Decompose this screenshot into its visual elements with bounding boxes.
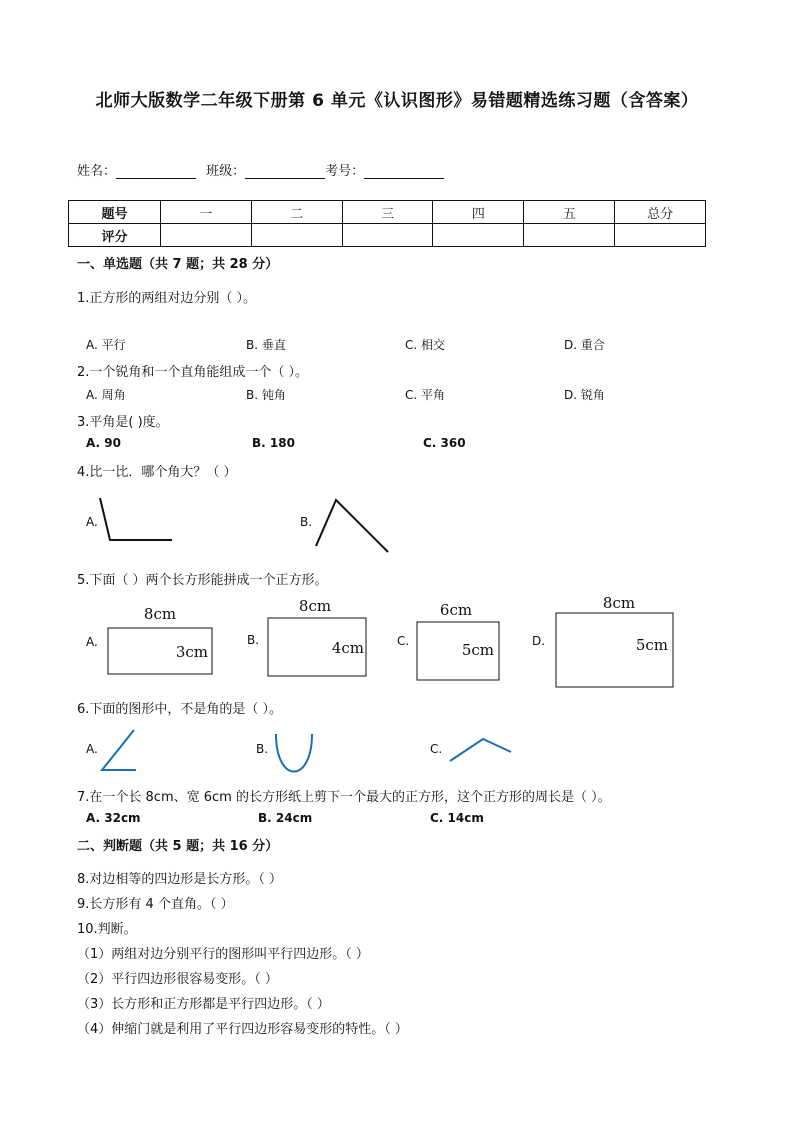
q5-rect-d-figure bbox=[553, 592, 679, 690]
q6-figure-b bbox=[272, 730, 316, 776]
q5-rect-b-figure bbox=[265, 594, 369, 678]
q3-stem: 3.平角是( )度。 bbox=[77, 415, 169, 430]
q9-stem: 9.长方形有 4 个直角。（ ） bbox=[77, 897, 234, 912]
q2-stem: 2.一个锐角和一个直角能组成一个（ ）。 bbox=[77, 365, 309, 380]
score-table-col: 五 bbox=[524, 201, 615, 224]
rect-b-top-label: 8cm bbox=[298, 597, 332, 615]
score-cell[interactable] bbox=[433, 224, 524, 247]
q4-option-a[interactable]: A. bbox=[86, 515, 98, 529]
q3-option-b[interactable]: B. 180 bbox=[252, 436, 295, 450]
q3-option-a[interactable]: A. 90 bbox=[86, 436, 121, 450]
q8-stem: 8.对边相等的四边形是长方形。（ ） bbox=[77, 872, 283, 887]
figure-b-curve bbox=[276, 734, 312, 772]
score-cell[interactable] bbox=[615, 224, 706, 247]
score-table-score-row bbox=[69, 224, 706, 247]
score-cell[interactable] bbox=[251, 224, 342, 247]
score-cell[interactable] bbox=[524, 224, 615, 247]
class-label: 班级： bbox=[206, 164, 246, 179]
score-table-col: 三 bbox=[342, 201, 433, 224]
q5-option-b[interactable]: B. bbox=[247, 633, 260, 647]
q1-stem: 1.正方形的两组对边分别（ ）。 bbox=[77, 291, 257, 306]
name-blank[interactable] bbox=[116, 164, 196, 179]
q6-stem: 6.下面的图形中，不是角的是（ ）。 bbox=[77, 702, 283, 717]
figure-a-angle bbox=[102, 730, 136, 770]
q6-figure-c bbox=[447, 734, 515, 764]
rect-a-side-label: 3cm bbox=[175, 643, 208, 661]
q2-option-a[interactable]: A. 周角 bbox=[86, 388, 126, 402]
q6-option-a[interactable]: A. bbox=[86, 742, 98, 756]
q1-option-b[interactable]: B. 垂直 bbox=[246, 338, 286, 352]
score-cell[interactable] bbox=[342, 224, 433, 247]
angle-a-lines bbox=[100, 498, 172, 540]
exam-blank[interactable] bbox=[364, 164, 444, 179]
student-info bbox=[77, 160, 444, 179]
name-label: 姓名： bbox=[77, 164, 117, 179]
score-table-header-row bbox=[69, 201, 706, 224]
q2-option-c[interactable]: C. 平角 bbox=[405, 388, 446, 402]
rect-c-top-label: 6cm bbox=[439, 601, 473, 619]
q10-item-1: （1）两组对边分别平行的图形叫平行四边形。（ ） bbox=[77, 947, 369, 962]
q6-figure-a bbox=[98, 726, 140, 774]
q7-option-b[interactable]: B. 24cm bbox=[258, 811, 313, 825]
q7-option-c[interactable]: C. 14cm bbox=[430, 811, 484, 825]
angle-b-lines bbox=[316, 500, 388, 552]
q10-stem: 10.判断。 bbox=[77, 922, 137, 937]
q5-stem: 5.下面（ ）两个长方形能拼成一个正方形。 bbox=[77, 573, 328, 588]
rect-d-side-label: 5cm bbox=[635, 636, 668, 654]
rect-b-side-label: 4cm bbox=[331, 639, 364, 657]
q10-item-4: （4）伸缩门就是利用了平行四边形容易变形的特性。（ ） bbox=[77, 1022, 408, 1037]
q5-rect-c-figure bbox=[414, 598, 504, 684]
q7-option-a[interactable]: A. 32cm bbox=[86, 811, 141, 825]
q4-option-b[interactable]: B. bbox=[300, 515, 313, 529]
q4-stem: 4.比一比．哪个角大？（ ） bbox=[77, 465, 237, 480]
figure-c-angle bbox=[450, 739, 511, 761]
score-table-col: 一 bbox=[161, 201, 252, 224]
score-table bbox=[68, 200, 706, 247]
q5-option-d[interactable]: D. bbox=[532, 634, 546, 648]
score-table-row-header: 评分 bbox=[69, 224, 161, 247]
q1-option-d[interactable]: D. 重合 bbox=[564, 338, 605, 352]
q2-option-b[interactable]: B. 钝角 bbox=[246, 388, 286, 402]
q10-item-3: （3）长方形和正方形都是平行四边形。（ ） bbox=[77, 997, 330, 1012]
rect-d-top-label: 8cm bbox=[602, 594, 636, 612]
rect-a-top-label: 8cm bbox=[143, 605, 177, 623]
q5-option-a[interactable]: A. bbox=[86, 635, 98, 649]
exam-label: 考号： bbox=[325, 164, 365, 179]
score-table-col: 二 bbox=[251, 201, 342, 224]
section2-heading: 二、判断题（共 5 题；共 16 分） bbox=[77, 839, 279, 854]
q2-option-d[interactable]: D. 锐角 bbox=[564, 388, 605, 402]
q6-option-c[interactable]: C. bbox=[430, 742, 443, 756]
class-blank[interactable] bbox=[245, 164, 325, 179]
page-title: 北师大版数学二年级下册第 6 单元《认识图形》易错题精选练习题（含答案） bbox=[95, 91, 699, 111]
q3-option-c[interactable]: C. 360 bbox=[423, 436, 466, 450]
score-table-row-header: 题号 bbox=[69, 201, 161, 224]
q6-option-b[interactable]: B. bbox=[256, 742, 269, 756]
q7-stem: 7.在一个长 8cm、宽 6cm 的长方形纸上剪下一个最大的正方形，这个正方形的周长是（ ）。 bbox=[77, 790, 611, 805]
q1-option-a[interactable]: A. 平行 bbox=[86, 338, 126, 352]
rect-c-side-label: 5cm bbox=[461, 641, 494, 659]
q5-option-c[interactable]: C. bbox=[397, 634, 410, 648]
score-cell[interactable] bbox=[161, 224, 252, 247]
q5-rect-a-figure bbox=[104, 602, 216, 678]
score-table-col: 总分 bbox=[615, 201, 706, 224]
section1-heading: 一、单选题（共 7 题；共 28 分） bbox=[77, 257, 279, 272]
q1-option-c[interactable]: C. 相交 bbox=[405, 338, 446, 352]
score-table-col: 四 bbox=[433, 201, 524, 224]
q4-angle-a-figure bbox=[96, 494, 178, 546]
q10-item-2: （2）平行四边形很容易变形。（ ） bbox=[77, 972, 278, 987]
q4-angle-b-figure bbox=[312, 494, 392, 556]
